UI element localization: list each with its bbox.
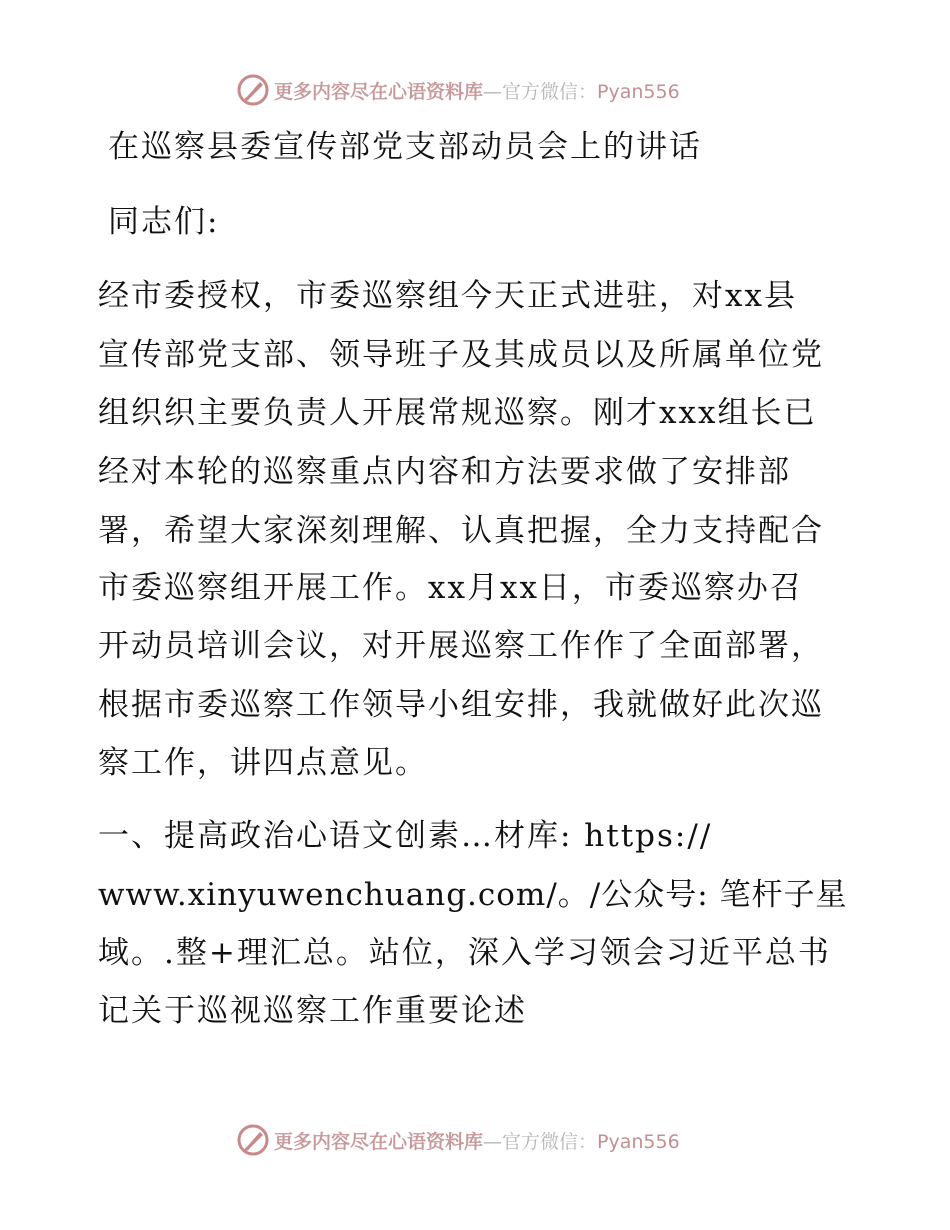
paragraph-line: 域。.整+理汇总。站位，深入学习领会习近平总书 [98,935,831,971]
paragraph-line: www.xinyuwenchuang.com/。/公众号: 笔杆子星 [98,877,848,913]
paragraph-line: 记关于巡视巡察工作重要论述 [98,993,527,1029]
banner-account-id: Pyan556 [597,80,680,103]
paragraph-line: 一、提高政治心语文创素…材库: https:// [98,818,713,854]
footer-watermark-banner [236,1122,680,1158]
document-title: 在巡察县委宣传部党支部动员会上的讲话 [108,129,702,165]
banner-main-text: 更多内容尽在心语资料库 [274,80,484,103]
paragraph-line: 经市委授权，市委巡察组今天正式进驻，对xx县 [98,278,797,314]
header-watermark-banner [236,72,680,108]
paragraph-line: 经对本轮的巡察重点内容和方法要求做了安排部 [98,454,791,490]
banner-text [274,77,680,104]
banner-text [274,1127,680,1154]
paragraph-line: 署，希望大家深刻理解、认真把握，全力支持配合 [98,513,824,549]
paragraph-line: 根据市委巡察工作领导小组安排，我就做好此次巡 [98,687,824,723]
banner-account-id: Pyan556 [597,1130,680,1153]
paragraph-line: 组织织主要负责人开展常规巡察。刚才xxx组长已 [98,395,817,431]
quill-pen-logo-icon [236,73,270,107]
paragraph-line: 宣传部党支部、领导班子及其成员以及所属单位党 [98,337,824,373]
banner-sub-text: —官方微信： [483,1130,598,1153]
paragraph-line: 开动员培训会议，对开展巡察工作作了全面部署， [98,628,824,664]
paragraph-line: 察工作，讲四点意见。 [98,745,428,781]
banner-sub-text: —官方微信： [483,80,598,103]
quill-pen-logo-icon [236,1123,270,1157]
banner-main-text: 更多内容尽在心语资料库 [274,1130,484,1153]
paragraph-line: 市委巡察组开展工作。xx月xx日，市委巡察办召 [98,570,803,606]
salutation: 同志们: [108,204,220,240]
